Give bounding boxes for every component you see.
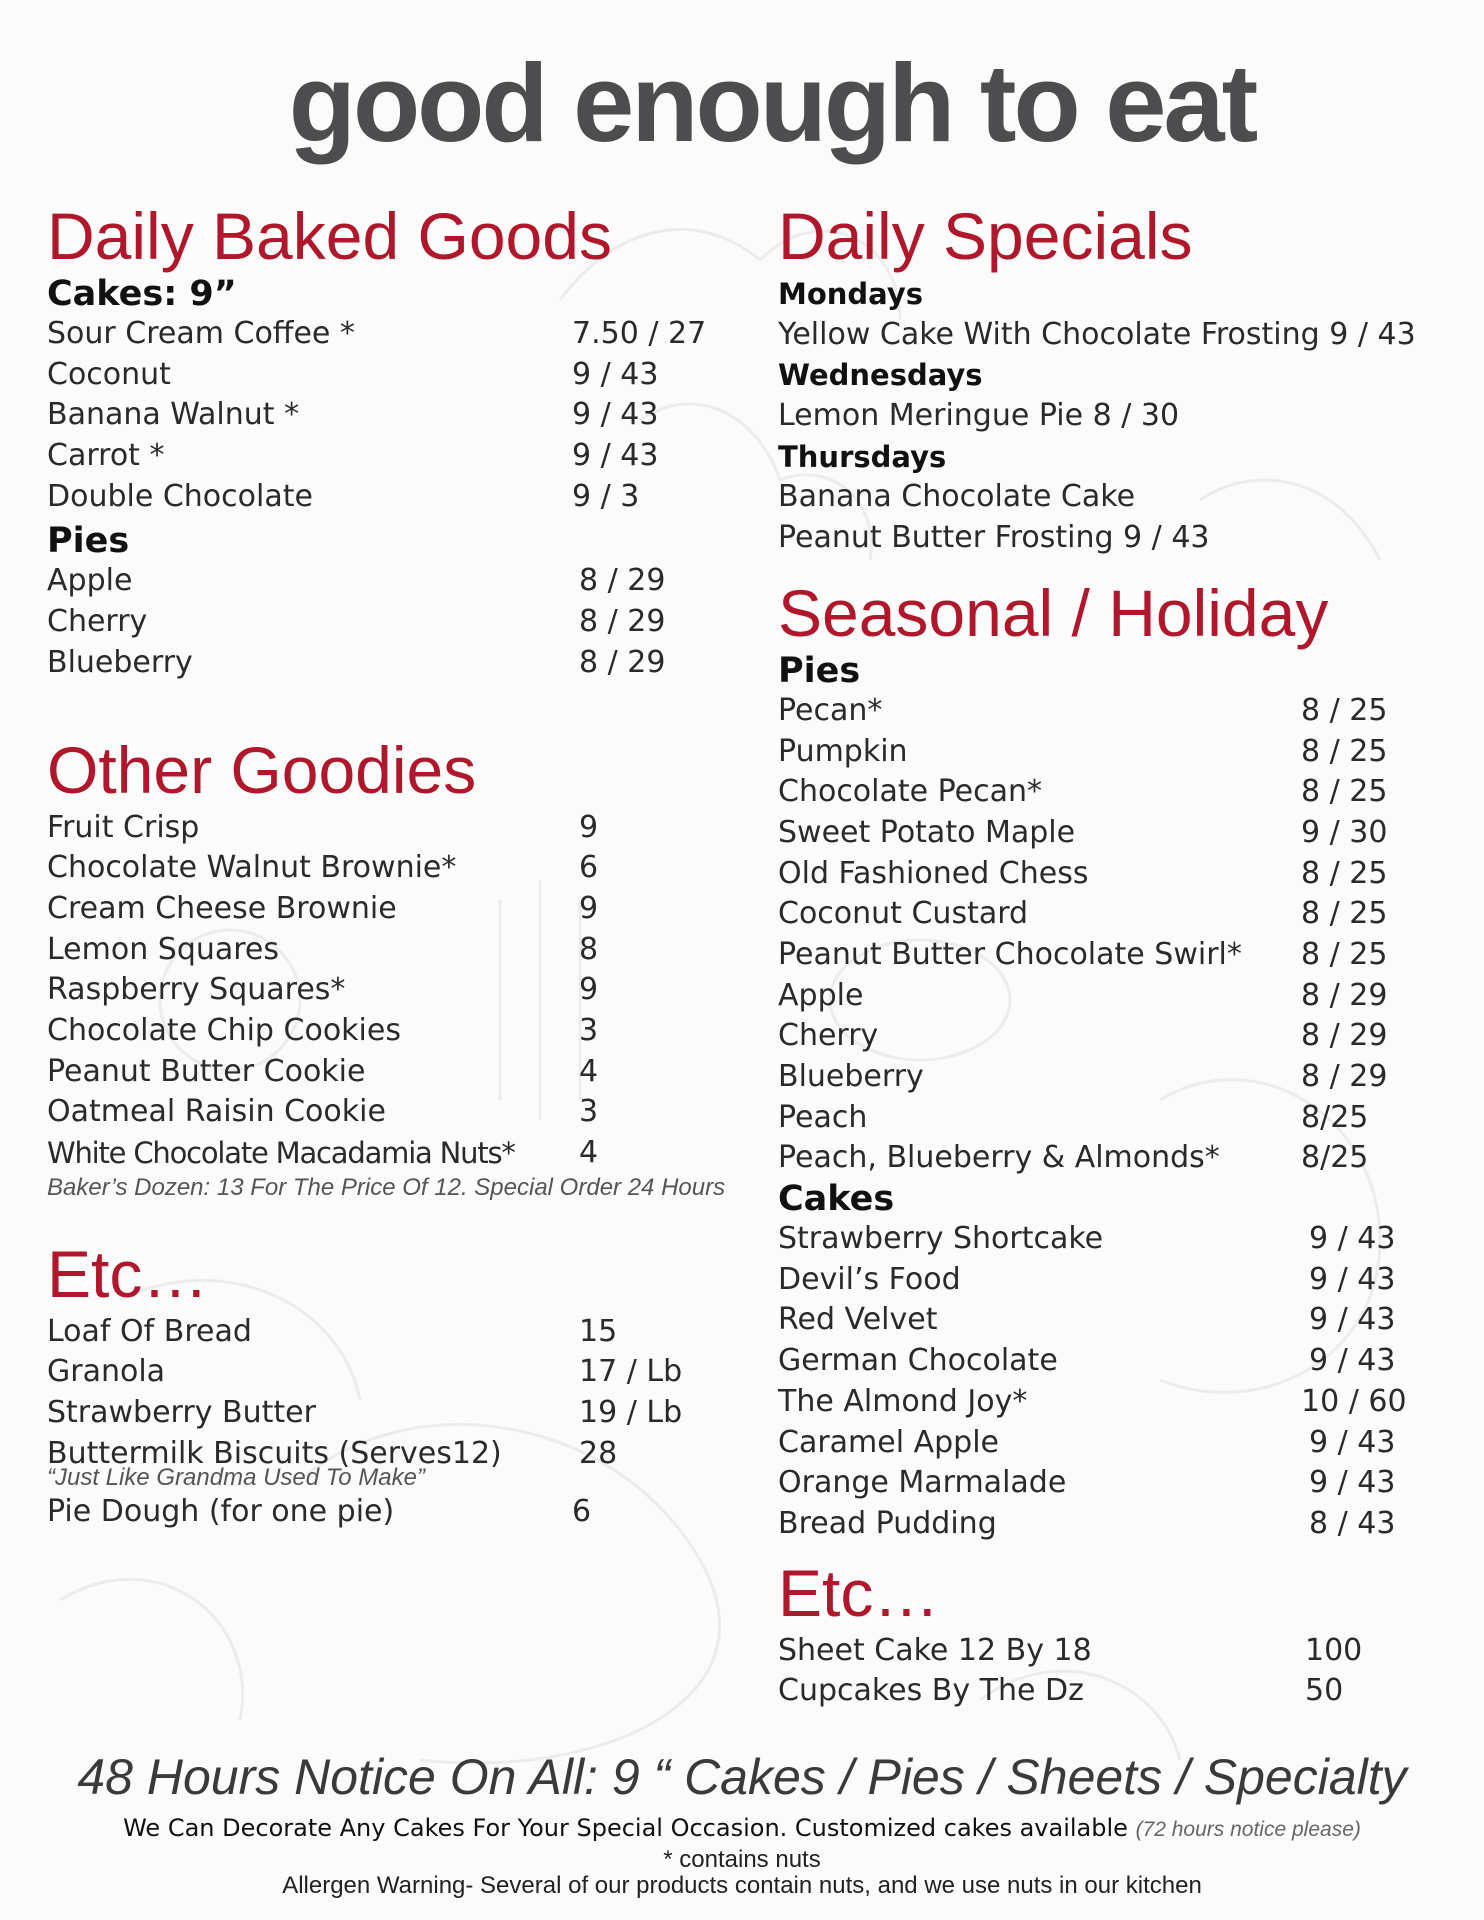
special-item: Peanut Butter Frosting 9 / 43 bbox=[778, 520, 1210, 556]
item-name: Devil’s Food bbox=[778, 1261, 961, 1297]
special-item: Lemon Meringue Pie 8 / 30 bbox=[778, 398, 1180, 434]
notice-banner: 48 Hours Notice On All: 9 “ Cakes / Pies / Sheets / Specialty bbox=[77, 1749, 1407, 1805]
menu-item bbox=[778, 976, 1458, 1017]
left-column bbox=[47, 198, 727, 1532]
item-name: Pie Dough (for one pie) bbox=[47, 1493, 395, 1529]
menu-item bbox=[47, 1011, 727, 1052]
section-heading: Seasonal / Holiday bbox=[778, 575, 1329, 650]
item-price: 19 / Lb bbox=[579, 1395, 683, 1431]
item-price: 6 bbox=[579, 850, 599, 886]
section-heading: Etc… bbox=[47, 1236, 209, 1311]
spacer bbox=[47, 1202, 727, 1236]
menu-item bbox=[778, 1423, 1458, 1464]
item-name: Blueberry bbox=[778, 1059, 924, 1095]
item-name: The Almond Joy* bbox=[778, 1383, 1028, 1419]
item-price: 8 bbox=[579, 931, 599, 967]
menu-item bbox=[47, 1352, 727, 1393]
item-name: Peach bbox=[778, 1099, 868, 1135]
item-name: Loaf Of Bread bbox=[47, 1313, 252, 1349]
menu-item bbox=[778, 772, 1458, 813]
item-name: White Chocolate Macadamia Nuts* bbox=[47, 1136, 515, 1170]
allergen-warning: Allergen Warning- Several of our products contain nuts, and we use nuts in our kitchen bbox=[282, 1872, 1202, 1899]
special-item: Banana Chocolate Cake bbox=[778, 479, 1136, 515]
item-name: Sour Cream Coffee * bbox=[47, 316, 355, 351]
item-price: 8 / 25 bbox=[1301, 936, 1388, 972]
item-price: 8 / 43 bbox=[1309, 1505, 1396, 1541]
section-heading: Daily Specials bbox=[778, 199, 1193, 273]
item-price: 8 / 25 bbox=[1301, 774, 1388, 810]
item-price: 8 / 25 bbox=[1301, 896, 1388, 932]
item-name: Double Chocolate bbox=[47, 478, 313, 514]
page-title: good enough to eat bbox=[288, 42, 1256, 165]
menu-item bbox=[778, 935, 1458, 976]
item-name: Peanut Butter Chocolate Swirl* bbox=[778, 936, 1242, 972]
item-name: Apple bbox=[778, 977, 864, 1013]
item-name: Sheet Cake 12 By 18 bbox=[778, 1632, 1092, 1668]
right-column bbox=[778, 198, 1458, 1712]
menu-item bbox=[47, 970, 727, 1011]
item-price: 3 bbox=[579, 1012, 599, 1048]
item-name: Oatmeal Raisin Cookie bbox=[47, 1094, 386, 1130]
menu-item bbox=[778, 1219, 1458, 1260]
item-name: Caramel Apple bbox=[778, 1424, 1000, 1460]
item-name: Buttermilk Biscuits (Serves12) bbox=[47, 1435, 502, 1471]
item-price: 9 bbox=[579, 890, 599, 926]
spacer bbox=[778, 1545, 1458, 1555]
decorate-note bbox=[0, 1814, 1484, 1842]
item-note: Baker’s Dozen: 13 For The Price Of 12. Special Order 24 Hours bbox=[47, 1173, 726, 1201]
item-name: Coconut bbox=[47, 356, 171, 392]
item-price: 8 / 25 bbox=[1301, 855, 1388, 891]
subsection-heading: Pies bbox=[47, 521, 130, 562]
decorate-text: We Can Decorate Any Cakes For Your Special Occasion. Customized cakes available bbox=[123, 1814, 1136, 1842]
subsection-heading: Cakes bbox=[778, 1179, 895, 1220]
item-name: Sweet Potato Maple bbox=[778, 814, 1076, 850]
item-name: Coconut Custard bbox=[778, 896, 1029, 932]
special-item: Yellow Cake With Chocolate Frosting 9 / 43 bbox=[778, 316, 1416, 352]
item-name: Apple bbox=[47, 563, 133, 599]
subsection-heading: Cakes: 9” bbox=[47, 274, 237, 314]
item-price: 9 / 3 bbox=[572, 478, 640, 514]
item-price: 9 bbox=[579, 809, 599, 845]
item-name: Lemon Squares bbox=[47, 931, 280, 967]
menu-item bbox=[47, 395, 727, 436]
menu-item bbox=[47, 848, 727, 889]
item-price: 9 / 43 bbox=[1309, 1221, 1396, 1257]
menu-item bbox=[778, 732, 1458, 773]
menu-item bbox=[778, 894, 1458, 935]
item-name: Chocolate Walnut Brownie* bbox=[47, 850, 457, 886]
item-price: 8 / 29 bbox=[1301, 1059, 1388, 1095]
item-name: Pecan* bbox=[778, 692, 883, 728]
menu-item bbox=[47, 1052, 727, 1093]
item-name: Chocolate Pecan* bbox=[778, 774, 1043, 810]
item-price: 50 bbox=[1305, 1673, 1344, 1709]
item-name: Peach, Blueberry & Almonds* bbox=[778, 1140, 1220, 1176]
item-note: “Just Like Grandma Used To Make” bbox=[47, 1463, 425, 1491]
menu-item bbox=[47, 930, 727, 971]
item-name: Orange Marmalade bbox=[778, 1465, 1067, 1501]
item-price: 8 / 29 bbox=[1301, 977, 1388, 1013]
item-price: 7.50 / 27 bbox=[572, 316, 707, 351]
item-name: Carrot * bbox=[47, 438, 165, 474]
menu-item bbox=[778, 1300, 1458, 1341]
spacer bbox=[47, 684, 727, 732]
menu-item bbox=[778, 1260, 1458, 1301]
item-price: 4 bbox=[579, 1053, 599, 1089]
item-price: 9 bbox=[579, 972, 599, 1008]
menu-item bbox=[778, 1138, 1458, 1179]
item-name: Chocolate Chip Cookies bbox=[47, 1012, 401, 1048]
item-price: 9 / 43 bbox=[1309, 1302, 1396, 1338]
menu-item bbox=[47, 1092, 727, 1133]
item-price: 8 / 29 bbox=[579, 604, 666, 640]
item-name: Old Fashioned Chess bbox=[778, 855, 1089, 891]
menu-item bbox=[47, 561, 727, 602]
menu-item bbox=[47, 643, 727, 684]
item-name: Cupcakes By The Dz bbox=[778, 1673, 1084, 1709]
item-price: 17 / Lb bbox=[579, 1354, 683, 1390]
item-price: 8/25 bbox=[1301, 1140, 1369, 1176]
menu-item bbox=[47, 1312, 727, 1353]
menu-item bbox=[778, 1016, 1458, 1057]
item-name: Strawberry Shortcake bbox=[778, 1221, 1104, 1257]
item-price: 9 / 43 bbox=[572, 397, 659, 433]
item-price: 9 / 43 bbox=[1309, 1424, 1396, 1460]
item-name: Red Velvet bbox=[778, 1302, 938, 1338]
menu-item bbox=[778, 1671, 1458, 1712]
item-price: 28 bbox=[579, 1435, 618, 1471]
menu-item bbox=[778, 1504, 1458, 1545]
menu-item bbox=[778, 1098, 1458, 1139]
item-price: 6 bbox=[572, 1493, 592, 1529]
item-name: Banana Walnut * bbox=[47, 397, 300, 433]
item-price: 8 / 25 bbox=[1301, 733, 1388, 769]
item-price: 8/25 bbox=[1301, 1099, 1369, 1135]
menu-item bbox=[778, 1341, 1458, 1382]
item-price: 9 / 43 bbox=[572, 438, 659, 474]
item-name: Strawberry Butter bbox=[47, 1395, 316, 1431]
item-name: Fruit Crisp bbox=[47, 809, 200, 845]
item-name: Cherry bbox=[47, 604, 148, 640]
decorate-small-note: (72 hours notice please) bbox=[1135, 1818, 1361, 1841]
day-heading: Mondays bbox=[778, 277, 924, 311]
section-heading: Etc… bbox=[778, 1555, 940, 1630]
menu-item bbox=[778, 691, 1458, 732]
item-price: 8 / 29 bbox=[579, 563, 666, 599]
menu-item bbox=[47, 314, 727, 355]
menu-item bbox=[47, 1492, 727, 1533]
item-price: 8 / 29 bbox=[579, 644, 666, 680]
menu-item bbox=[47, 355, 727, 396]
nuts-legend: * contains nuts bbox=[663, 1846, 821, 1873]
menu-item bbox=[778, 854, 1458, 895]
item-name: Peanut Butter Cookie bbox=[47, 1053, 366, 1089]
item-name: German Chocolate bbox=[778, 1343, 1058, 1379]
item-price: 3 bbox=[579, 1094, 599, 1130]
day-heading: Thursdays bbox=[778, 439, 947, 474]
menu-item bbox=[778, 1631, 1458, 1672]
menu-item bbox=[47, 602, 727, 643]
menu-item bbox=[47, 1133, 727, 1174]
item-price: 15 bbox=[579, 1313, 618, 1349]
section-heading: Other Goodies bbox=[47, 732, 477, 807]
item-price: 4 bbox=[579, 1135, 599, 1170]
item-price: 9 / 43 bbox=[1309, 1465, 1396, 1501]
item-price: 100 bbox=[1305, 1632, 1363, 1668]
item-name: Granola bbox=[47, 1354, 166, 1390]
subsection-heading: Pies bbox=[778, 650, 861, 691]
item-price: 9 / 43 bbox=[1309, 1261, 1396, 1297]
item-name: Cream Cheese Brownie bbox=[47, 890, 397, 926]
section-heading: Daily Baked Goods bbox=[47, 199, 612, 273]
menu-item bbox=[47, 1434, 727, 1471]
item-name: Pumpkin bbox=[778, 733, 908, 769]
spacer bbox=[778, 559, 1458, 575]
item-price: 9 / 43 bbox=[572, 356, 659, 392]
item-price: 9 / 30 bbox=[1301, 814, 1388, 850]
item-price: 8 / 29 bbox=[1301, 1018, 1388, 1054]
item-price: 10 / 60 bbox=[1301, 1383, 1407, 1419]
menu-item bbox=[778, 813, 1458, 854]
item-name: Cherry bbox=[778, 1018, 879, 1054]
menu-item bbox=[47, 477, 727, 518]
menu-item bbox=[778, 1057, 1458, 1098]
menu-item bbox=[778, 1382, 1458, 1423]
menu-item bbox=[778, 1463, 1458, 1504]
item-price: 9 / 43 bbox=[1309, 1343, 1396, 1379]
menu-item bbox=[47, 436, 727, 477]
item-name: Blueberry bbox=[47, 644, 193, 680]
item-name: Bread Pudding bbox=[778, 1505, 997, 1541]
menu-item bbox=[47, 889, 727, 930]
item-name: Raspberry Squares* bbox=[47, 972, 346, 1008]
menu-item bbox=[47, 808, 727, 849]
menu-item bbox=[47, 1393, 727, 1434]
day-heading: Wednesdays bbox=[778, 358, 983, 393]
item-price: 8 / 25 bbox=[1301, 692, 1388, 728]
